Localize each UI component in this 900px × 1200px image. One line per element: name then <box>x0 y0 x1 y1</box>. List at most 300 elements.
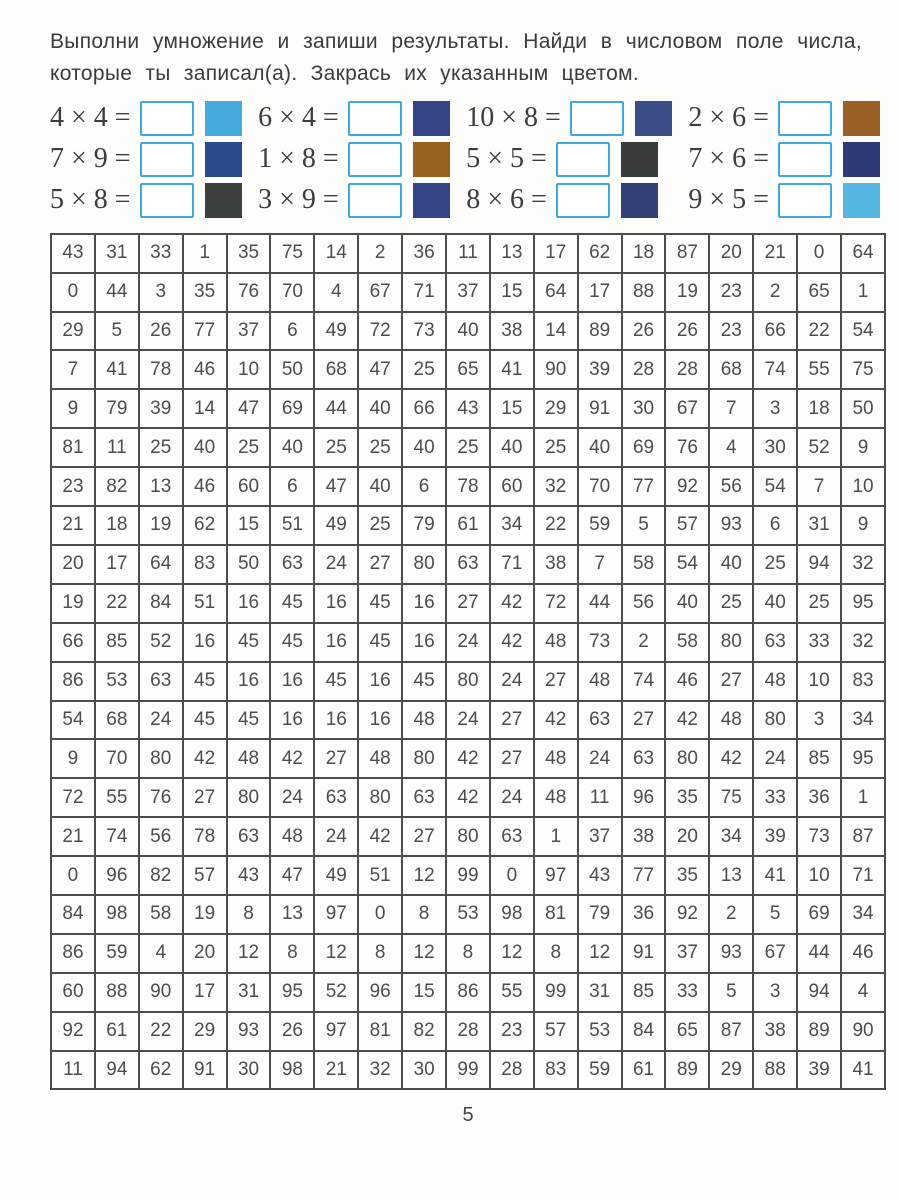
grid-cell[interactable]: 15 <box>490 389 534 428</box>
grid-cell[interactable]: 70 <box>578 467 622 506</box>
grid-cell[interactable]: 56 <box>139 817 183 856</box>
grid-cell[interactable]: 92 <box>665 467 709 506</box>
grid-cell[interactable]: 28 <box>622 350 666 389</box>
grid-cell[interactable]: 39 <box>797 1051 841 1090</box>
grid-cell[interactable]: 34 <box>841 701 885 740</box>
grid-cell[interactable]: 26 <box>270 1012 314 1051</box>
grid-cell[interactable]: 44 <box>797 934 841 973</box>
grid-cell[interactable]: 44 <box>95 273 139 312</box>
grid-cell[interactable]: 60 <box>51 973 95 1012</box>
grid-cell[interactable]: 87 <box>841 817 885 856</box>
grid-cell[interactable]: 87 <box>709 1012 753 1051</box>
grid-cell[interactable]: 98 <box>95 895 139 934</box>
grid-cell[interactable]: 38 <box>490 312 534 351</box>
grid-cell[interactable]: 5 <box>622 506 666 545</box>
grid-cell[interactable]: 33 <box>139 234 183 273</box>
grid-cell[interactable]: 13 <box>139 467 183 506</box>
grid-cell[interactable]: 2 <box>358 234 402 273</box>
grid-cell[interactable]: 16 <box>227 584 271 623</box>
grid-cell[interactable]: 0 <box>490 856 534 895</box>
grid-cell[interactable]: 58 <box>139 895 183 934</box>
grid-cell[interactable]: 72 <box>358 312 402 351</box>
grid-cell[interactable]: 25 <box>797 584 841 623</box>
grid-cell[interactable]: 20 <box>709 234 753 273</box>
grid-cell[interactable]: 57 <box>183 856 227 895</box>
answer-input-box[interactable] <box>778 142 832 177</box>
grid-cell[interactable]: 45 <box>183 662 227 701</box>
grid-cell[interactable]: 3 <box>139 273 183 312</box>
grid-cell[interactable]: 73 <box>797 817 841 856</box>
grid-cell[interactable]: 44 <box>578 584 622 623</box>
grid-cell[interactable]: 17 <box>183 973 227 1012</box>
grid-cell[interactable]: 82 <box>402 1012 446 1051</box>
grid-cell[interactable]: 19 <box>51 584 95 623</box>
grid-cell[interactable]: 29 <box>709 1051 753 1090</box>
grid-cell[interactable]: 65 <box>446 350 490 389</box>
grid-cell[interactable]: 8 <box>534 934 578 973</box>
grid-cell[interactable]: 82 <box>139 856 183 895</box>
grid-cell[interactable]: 77 <box>183 312 227 351</box>
grid-cell[interactable]: 62 <box>139 1051 183 1090</box>
grid-cell[interactable]: 33 <box>665 973 709 1012</box>
grid-cell[interactable]: 55 <box>797 350 841 389</box>
grid-cell[interactable]: 45 <box>358 584 402 623</box>
grid-cell[interactable]: 75 <box>270 234 314 273</box>
answer-input-box[interactable] <box>556 183 610 218</box>
grid-cell[interactable]: 78 <box>139 350 183 389</box>
grid-cell[interactable]: 16 <box>402 584 446 623</box>
grid-cell[interactable]: 80 <box>402 545 446 584</box>
grid-cell[interactable]: 34 <box>709 817 753 856</box>
grid-cell[interactable]: 96 <box>95 856 139 895</box>
grid-cell[interactable]: 68 <box>314 350 358 389</box>
answer-input-box[interactable] <box>778 101 832 136</box>
grid-cell[interactable]: 59 <box>578 506 622 545</box>
grid-cell[interactable]: 45 <box>183 701 227 740</box>
grid-cell[interactable]: 31 <box>797 506 841 545</box>
grid-cell[interactable]: 53 <box>446 895 490 934</box>
grid-cell[interactable]: 16 <box>227 662 271 701</box>
grid-cell[interactable]: 91 <box>578 389 622 428</box>
grid-cell[interactable]: 40 <box>358 389 402 428</box>
grid-cell[interactable]: 68 <box>709 350 753 389</box>
grid-cell[interactable]: 16 <box>402 623 446 662</box>
grid-cell[interactable]: 32 <box>841 545 885 584</box>
grid-cell[interactable]: 80 <box>446 662 490 701</box>
grid-cell[interactable]: 88 <box>95 973 139 1012</box>
grid-cell[interactable]: 80 <box>227 778 271 817</box>
grid-cell[interactable]: 5 <box>753 895 797 934</box>
grid-cell[interactable]: 24 <box>139 701 183 740</box>
grid-cell[interactable]: 24 <box>314 545 358 584</box>
grid-cell[interactable]: 25 <box>446 428 490 467</box>
grid-cell[interactable]: 12 <box>578 934 622 973</box>
grid-cell[interactable]: 98 <box>270 1051 314 1090</box>
grid-cell[interactable]: 35 <box>227 234 271 273</box>
grid-cell[interactable]: 42 <box>665 701 709 740</box>
grid-cell[interactable]: 45 <box>314 662 358 701</box>
grid-cell[interactable]: 27 <box>622 701 666 740</box>
grid-cell[interactable]: 34 <box>490 506 534 545</box>
grid-cell[interactable]: 28 <box>446 1012 490 1051</box>
grid-cell[interactable]: 3 <box>797 701 841 740</box>
grid-cell[interactable]: 80 <box>139 739 183 778</box>
grid-cell[interactable]: 91 <box>622 934 666 973</box>
grid-cell[interactable]: 21 <box>753 234 797 273</box>
grid-cell[interactable]: 66 <box>402 389 446 428</box>
grid-cell[interactable]: 5 <box>709 973 753 1012</box>
grid-cell[interactable]: 60 <box>227 467 271 506</box>
grid-cell[interactable]: 76 <box>665 428 709 467</box>
grid-cell[interactable]: 26 <box>139 312 183 351</box>
grid-cell[interactable]: 42 <box>446 778 490 817</box>
grid-cell[interactable]: 54 <box>753 467 797 506</box>
grid-cell[interactable]: 24 <box>490 778 534 817</box>
grid-cell[interactable]: 63 <box>578 701 622 740</box>
grid-cell[interactable]: 54 <box>841 312 885 351</box>
grid-cell[interactable]: 46 <box>665 662 709 701</box>
grid-cell[interactable]: 27 <box>402 817 446 856</box>
grid-cell[interactable]: 26 <box>622 312 666 351</box>
grid-cell[interactable]: 42 <box>358 817 402 856</box>
grid-cell[interactable]: 90 <box>139 973 183 1012</box>
grid-cell[interactable]: 25 <box>534 428 578 467</box>
grid-cell[interactable]: 8 <box>227 895 271 934</box>
grid-cell[interactable]: 30 <box>227 1051 271 1090</box>
grid-cell[interactable]: 0 <box>51 856 95 895</box>
grid-cell[interactable]: 33 <box>797 623 841 662</box>
grid-cell[interactable]: 25 <box>139 428 183 467</box>
grid-cell[interactable]: 63 <box>622 739 666 778</box>
grid-cell[interactable]: 24 <box>446 623 490 662</box>
grid-cell[interactable]: 43 <box>227 856 271 895</box>
grid-cell[interactable]: 45 <box>402 662 446 701</box>
grid-cell[interactable]: 13 <box>490 234 534 273</box>
grid-cell[interactable]: 41 <box>490 350 534 389</box>
grid-cell[interactable]: 46 <box>841 934 885 973</box>
grid-cell[interactable]: 55 <box>95 778 139 817</box>
grid-cell[interactable]: 7 <box>578 545 622 584</box>
grid-cell[interactable]: 16 <box>270 662 314 701</box>
grid-cell[interactable]: 2 <box>753 273 797 312</box>
grid-cell[interactable]: 47 <box>358 350 402 389</box>
answer-input-box[interactable] <box>140 183 194 218</box>
grid-cell[interactable]: 69 <box>797 895 841 934</box>
grid-cell[interactable]: 35 <box>183 273 227 312</box>
grid-cell[interactable]: 67 <box>665 389 709 428</box>
grid-cell[interactable]: 18 <box>95 506 139 545</box>
grid-cell[interactable]: 80 <box>402 739 446 778</box>
grid-cell[interactable]: 64 <box>139 545 183 584</box>
grid-cell[interactable]: 45 <box>358 623 402 662</box>
grid-cell[interactable]: 7 <box>709 389 753 428</box>
grid-cell[interactable]: 8 <box>446 934 490 973</box>
grid-cell[interactable]: 10 <box>227 350 271 389</box>
grid-cell[interactable]: 99 <box>446 856 490 895</box>
grid-cell[interactable]: 37 <box>578 817 622 856</box>
grid-cell[interactable]: 42 <box>270 739 314 778</box>
grid-cell[interactable]: 18 <box>622 234 666 273</box>
grid-cell[interactable]: 40 <box>446 312 490 351</box>
grid-cell[interactable]: 1 <box>841 778 885 817</box>
grid-cell[interactable]: 12 <box>402 934 446 973</box>
grid-cell[interactable]: 85 <box>622 973 666 1012</box>
grid-cell[interactable]: 73 <box>402 312 446 351</box>
grid-cell[interactable]: 52 <box>797 428 841 467</box>
grid-cell[interactable]: 45 <box>270 584 314 623</box>
grid-cell[interactable]: 27 <box>490 701 534 740</box>
answer-input-box[interactable] <box>556 142 610 177</box>
grid-cell[interactable]: 40 <box>578 428 622 467</box>
grid-cell[interactable]: 44 <box>314 389 358 428</box>
grid-cell[interactable]: 50 <box>841 389 885 428</box>
grid-cell[interactable]: 84 <box>622 1012 666 1051</box>
grid-cell[interactable]: 80 <box>446 817 490 856</box>
grid-cell[interactable]: 42 <box>490 584 534 623</box>
grid-cell[interactable]: 25 <box>358 506 402 545</box>
grid-cell[interactable]: 86 <box>51 934 95 973</box>
grid-cell[interactable]: 95 <box>841 584 885 623</box>
grid-cell[interactable]: 16 <box>183 623 227 662</box>
grid-cell[interactable]: 24 <box>490 662 534 701</box>
answer-input-box[interactable] <box>348 183 402 218</box>
grid-cell[interactable]: 18 <box>797 389 841 428</box>
grid-cell[interactable]: 25 <box>314 428 358 467</box>
grid-cell[interactable]: 45 <box>270 623 314 662</box>
grid-cell[interactable]: 92 <box>665 895 709 934</box>
grid-cell[interactable]: 57 <box>534 1012 578 1051</box>
grid-cell[interactable]: 16 <box>358 662 402 701</box>
grid-cell[interactable]: 54 <box>51 701 95 740</box>
grid-cell[interactable]: 47 <box>227 389 271 428</box>
grid-cell[interactable]: 71 <box>402 273 446 312</box>
grid-cell[interactable]: 57 <box>665 506 709 545</box>
grid-cell[interactable]: 60 <box>490 467 534 506</box>
grid-cell[interactable]: 86 <box>446 973 490 1012</box>
grid-cell[interactable]: 8 <box>358 934 402 973</box>
grid-cell[interactable]: 45 <box>227 623 271 662</box>
grid-cell[interactable]: 36 <box>402 234 446 273</box>
grid-cell[interactable]: 27 <box>314 739 358 778</box>
grid-cell[interactable]: 94 <box>95 1051 139 1090</box>
grid-cell[interactable]: 96 <box>358 973 402 1012</box>
grid-cell[interactable]: 69 <box>270 389 314 428</box>
grid-cell[interactable]: 42 <box>183 739 227 778</box>
grid-cell[interactable]: 23 <box>51 467 95 506</box>
grid-cell[interactable]: 48 <box>534 623 578 662</box>
grid-cell[interactable]: 90 <box>841 1012 885 1051</box>
grid-cell[interactable]: 80 <box>709 623 753 662</box>
grid-cell[interactable]: 63 <box>402 778 446 817</box>
grid-cell[interactable]: 48 <box>709 701 753 740</box>
grid-cell[interactable]: 3 <box>753 973 797 1012</box>
grid-cell[interactable]: 4 <box>314 273 358 312</box>
grid-cell[interactable]: 83 <box>841 662 885 701</box>
grid-cell[interactable]: 0 <box>358 895 402 934</box>
grid-cell[interactable]: 24 <box>753 739 797 778</box>
grid-cell[interactable]: 74 <box>95 817 139 856</box>
grid-cell[interactable]: 0 <box>797 234 841 273</box>
grid-cell[interactable]: 64 <box>841 234 885 273</box>
grid-cell[interactable]: 73 <box>578 623 622 662</box>
grid-cell[interactable]: 80 <box>358 778 402 817</box>
grid-cell[interactable]: 48 <box>270 817 314 856</box>
grid-cell[interactable]: 98 <box>490 895 534 934</box>
grid-cell[interactable]: 48 <box>358 739 402 778</box>
grid-cell[interactable]: 55 <box>490 973 534 1012</box>
grid-cell[interactable]: 31 <box>227 973 271 1012</box>
grid-cell[interactable]: 93 <box>227 1012 271 1051</box>
grid-cell[interactable]: 71 <box>490 545 534 584</box>
grid-cell[interactable]: 86 <box>51 662 95 701</box>
grid-cell[interactable]: 8 <box>402 895 446 934</box>
grid-cell[interactable]: 63 <box>139 662 183 701</box>
grid-cell[interactable]: 43 <box>51 234 95 273</box>
grid-cell[interactable]: 6 <box>270 312 314 351</box>
grid-cell[interactable]: 62 <box>578 234 622 273</box>
grid-cell[interactable]: 11 <box>51 1051 95 1090</box>
grid-cell[interactable]: 85 <box>797 739 841 778</box>
grid-cell[interactable]: 30 <box>622 389 666 428</box>
grid-cell[interactable]: 78 <box>446 467 490 506</box>
grid-cell[interactable]: 27 <box>358 545 402 584</box>
grid-cell[interactable]: 10 <box>841 467 885 506</box>
grid-cell[interactable]: 10 <box>797 856 841 895</box>
grid-cell[interactable]: 81 <box>358 1012 402 1051</box>
grid-cell[interactable]: 85 <box>95 623 139 662</box>
grid-cell[interactable]: 24 <box>270 778 314 817</box>
grid-cell[interactable]: 40 <box>270 428 314 467</box>
grid-cell[interactable]: 48 <box>402 701 446 740</box>
grid-cell[interactable]: 99 <box>446 1051 490 1090</box>
grid-cell[interactable]: 39 <box>753 817 797 856</box>
grid-cell[interactable]: 11 <box>446 234 490 273</box>
grid-cell[interactable]: 36 <box>797 778 841 817</box>
grid-cell[interactable]: 16 <box>314 584 358 623</box>
grid-cell[interactable]: 45 <box>227 701 271 740</box>
grid-cell[interactable]: 66 <box>753 312 797 351</box>
grid-cell[interactable]: 1 <box>841 273 885 312</box>
grid-cell[interactable]: 70 <box>95 739 139 778</box>
grid-cell[interactable]: 14 <box>183 389 227 428</box>
answer-input-box[interactable] <box>570 101 624 136</box>
grid-cell[interactable]: 63 <box>314 778 358 817</box>
grid-cell[interactable]: 91 <box>183 1051 227 1090</box>
grid-cell[interactable]: 41 <box>95 350 139 389</box>
grid-cell[interactable]: 84 <box>139 584 183 623</box>
grid-cell[interactable]: 46 <box>183 350 227 389</box>
grid-cell[interactable]: 32 <box>358 1051 402 1090</box>
grid-cell[interactable]: 53 <box>578 1012 622 1051</box>
grid-cell[interactable]: 52 <box>314 973 358 1012</box>
grid-cell[interactable]: 65 <box>665 1012 709 1051</box>
answer-input-box[interactable] <box>348 142 402 177</box>
grid-cell[interactable]: 72 <box>534 584 578 623</box>
grid-cell[interactable]: 53 <box>95 662 139 701</box>
grid-cell[interactable]: 50 <box>270 350 314 389</box>
grid-cell[interactable]: 40 <box>665 584 709 623</box>
grid-cell[interactable]: 63 <box>227 817 271 856</box>
grid-cell[interactable]: 6 <box>402 467 446 506</box>
grid-cell[interactable]: 71 <box>841 856 885 895</box>
grid-cell[interactable]: 48 <box>227 739 271 778</box>
grid-cell[interactable]: 33 <box>753 778 797 817</box>
grid-cell[interactable]: 40 <box>709 545 753 584</box>
grid-cell[interactable]: 54 <box>665 545 709 584</box>
grid-cell[interactable]: 74 <box>753 350 797 389</box>
grid-cell[interactable]: 4 <box>709 428 753 467</box>
grid-cell[interactable]: 15 <box>227 506 271 545</box>
grid-cell[interactable]: 48 <box>753 662 797 701</box>
grid-cell[interactable]: 87 <box>665 234 709 273</box>
grid-cell[interactable]: 90 <box>534 350 578 389</box>
grid-cell[interactable]: 35 <box>665 856 709 895</box>
grid-cell[interactable]: 2 <box>709 895 753 934</box>
grid-cell[interactable]: 72 <box>51 778 95 817</box>
grid-cell[interactable]: 11 <box>95 428 139 467</box>
grid-cell[interactable]: 22 <box>95 584 139 623</box>
grid-cell[interactable]: 17 <box>578 273 622 312</box>
grid-cell[interactable]: 94 <box>797 973 841 1012</box>
grid-cell[interactable]: 35 <box>665 778 709 817</box>
grid-cell[interactable]: 67 <box>358 273 402 312</box>
grid-cell[interactable]: 80 <box>665 739 709 778</box>
grid-cell[interactable]: 97 <box>314 1012 358 1051</box>
grid-cell[interactable]: 0 <box>51 273 95 312</box>
grid-cell[interactable]: 20 <box>51 545 95 584</box>
grid-cell[interactable]: 40 <box>490 428 534 467</box>
grid-cell[interactable]: 70 <box>270 273 314 312</box>
grid-cell[interactable]: 22 <box>534 506 578 545</box>
answer-input-box[interactable] <box>778 183 832 218</box>
grid-cell[interactable]: 38 <box>622 817 666 856</box>
grid-cell[interactable]: 21 <box>51 506 95 545</box>
grid-cell[interactable]: 36 <box>622 895 666 934</box>
grid-cell[interactable]: 21 <box>314 1051 358 1090</box>
grid-cell[interactable]: 5 <box>95 312 139 351</box>
grid-cell[interactable]: 6 <box>753 506 797 545</box>
grid-cell[interactable]: 49 <box>314 506 358 545</box>
grid-cell[interactable]: 24 <box>314 817 358 856</box>
grid-cell[interactable]: 20 <box>665 817 709 856</box>
grid-cell[interactable]: 32 <box>841 623 885 662</box>
grid-cell[interactable]: 62 <box>183 506 227 545</box>
grid-cell[interactable]: 22 <box>797 312 841 351</box>
grid-cell[interactable]: 47 <box>270 856 314 895</box>
grid-cell[interactable]: 64 <box>534 273 578 312</box>
grid-cell[interactable]: 23 <box>490 1012 534 1051</box>
grid-cell[interactable]: 63 <box>753 623 797 662</box>
grid-cell[interactable]: 9 <box>841 506 885 545</box>
grid-cell[interactable]: 95 <box>270 973 314 1012</box>
grid-cell[interactable]: 52 <box>139 623 183 662</box>
grid-cell[interactable]: 12 <box>314 934 358 973</box>
grid-cell[interactable]: 15 <box>490 273 534 312</box>
grid-cell[interactable]: 63 <box>446 545 490 584</box>
grid-cell[interactable]: 79 <box>402 506 446 545</box>
grid-cell[interactable]: 37 <box>446 273 490 312</box>
grid-cell[interactable]: 27 <box>446 584 490 623</box>
grid-cell[interactable]: 63 <box>490 817 534 856</box>
grid-cell[interactable]: 89 <box>578 312 622 351</box>
grid-cell[interactable]: 31 <box>95 234 139 273</box>
grid-cell[interactable]: 43 <box>446 389 490 428</box>
grid-cell[interactable]: 47 <box>314 467 358 506</box>
grid-cell[interactable]: 40 <box>402 428 446 467</box>
grid-cell[interactable]: 34 <box>841 895 885 934</box>
grid-cell[interactable]: 3 <box>753 389 797 428</box>
grid-cell[interactable]: 31 <box>578 973 622 1012</box>
